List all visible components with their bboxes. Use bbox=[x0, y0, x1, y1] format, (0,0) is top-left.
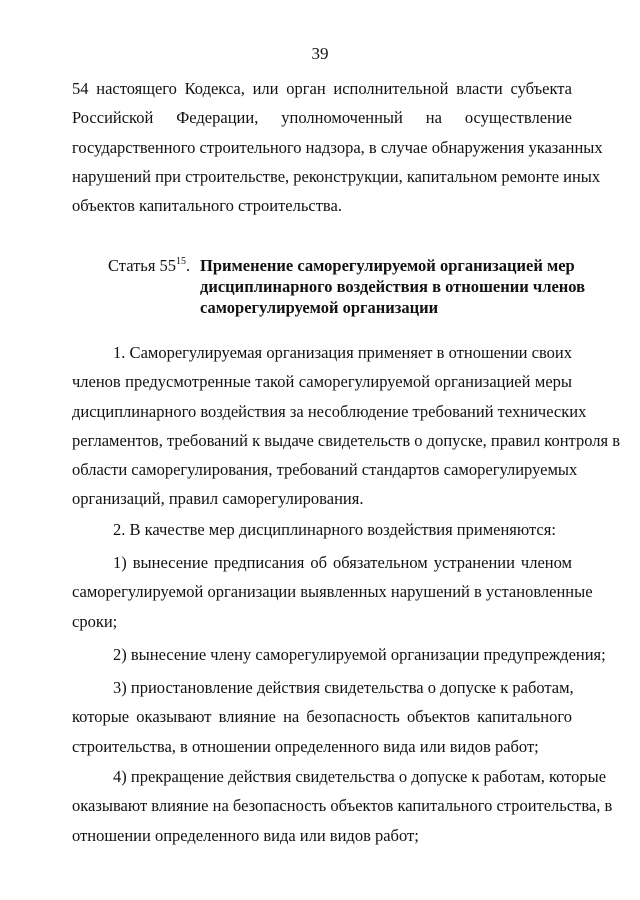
list-item-4 bbox=[72, 762, 613, 850]
text-line: сроки; bbox=[72, 611, 118, 631]
text-line: 54 настоящего Кодекса, или орган исполнительной власти субъекта bbox=[72, 79, 572, 98]
article-label-dot: . bbox=[186, 256, 191, 275]
list-item-1 bbox=[72, 548, 593, 636]
article-title-line: Применение саморегулируемой организацией мер bbox=[200, 256, 575, 275]
text-line: 4) прекращение действия свидетельства о допуске к работам, которые bbox=[113, 767, 607, 786]
text-line: которые оказывают влияние на безопасность объектов капитального bbox=[72, 707, 572, 727]
article-title bbox=[200, 255, 586, 318]
text-line: 1. Саморегулируемая организация применяет в отношении своих bbox=[113, 343, 572, 362]
article-label-text: Статья 55 bbox=[108, 256, 177, 275]
text-line: объектов капитального строительства. bbox=[72, 196, 342, 216]
paragraph-1 bbox=[72, 338, 620, 514]
text-line: организаций, правил саморегулирования. bbox=[72, 489, 364, 509]
list-item-2 bbox=[72, 640, 606, 669]
text-line: членов предусмотренные такой саморегулируемой организацией меры bbox=[72, 372, 572, 392]
article-label-sup: 15 bbox=[176, 256, 187, 267]
page-number: 39 bbox=[311, 44, 329, 63]
text-line: саморегулируемой организации выявленных нарушений в установленные bbox=[72, 582, 593, 602]
article-title-line: дисциплинарного воздействия в отношении членов bbox=[200, 277, 586, 296]
text-line: области саморегулирования, требований стандартов саморегулируемых bbox=[72, 460, 578, 480]
text-line: оказывают влияние на безопасность объектов капитального строительства, в bbox=[72, 796, 613, 816]
text-line: строительства, в отношении определенного вида или видов работ; bbox=[72, 736, 539, 756]
article-title-line: саморегулируемой организации bbox=[200, 298, 439, 317]
intro-paragraph bbox=[72, 74, 603, 220]
text-line: Российской Федерации, уполномоченный на осуществление bbox=[72, 108, 572, 128]
text-line: отношении определенного вида или видов работ; bbox=[72, 825, 419, 845]
text-line: 3) приостановление действия свидетельства о допуске к работам, bbox=[113, 678, 574, 697]
text-line: 2) вынесение члену саморегулируемой организации предупреждения; bbox=[113, 645, 606, 664]
text-line: 1) вынесение предписания об обязательном устранении членом bbox=[113, 553, 572, 572]
paragraph-2 bbox=[72, 515, 572, 544]
text-line: нарушений при строительстве, реконструкции, капитальном ремонте иных bbox=[72, 166, 601, 186]
text-line: 2. В качестве мер дисциплинарного воздействия применяются: bbox=[113, 520, 556, 539]
article-label bbox=[108, 255, 190, 276]
text-line: государственного строительного надзора, в случае обнаружения указанных bbox=[72, 137, 603, 157]
text-line: дисциплинарного воздействия за несоблюдение требований технических bbox=[72, 401, 587, 421]
list-item-3 bbox=[72, 673, 572, 761]
text-line: регламентов, требований к выдаче свидетельств о допуске, правил контроля в bbox=[72, 430, 620, 450]
